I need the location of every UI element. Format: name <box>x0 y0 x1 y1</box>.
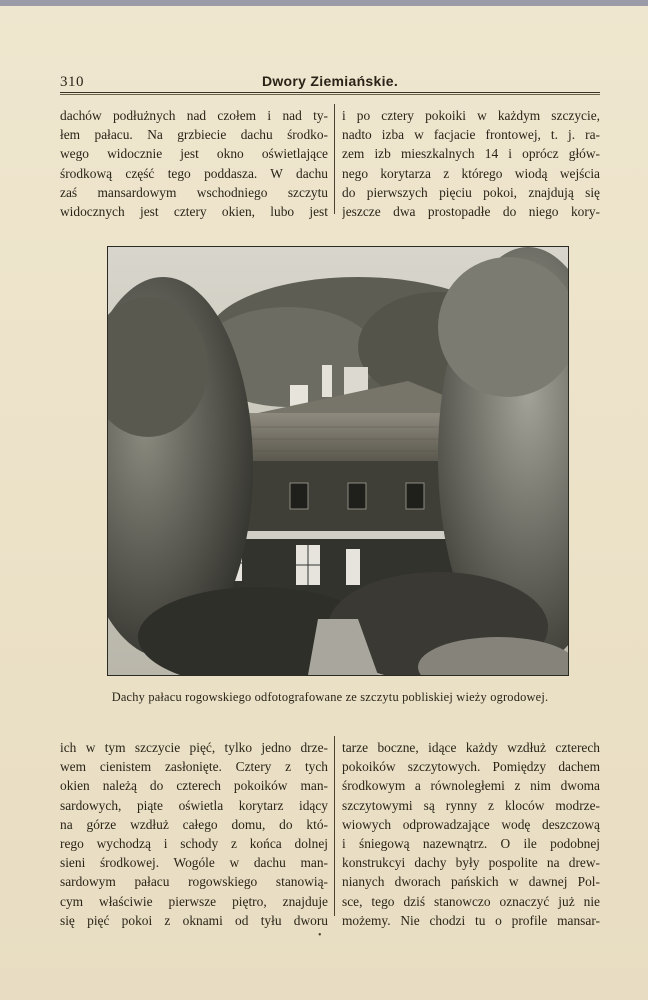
text-line: do pierwszych pięciu pokoi, znajdują się <box>342 184 600 200</box>
column-divider <box>334 736 335 916</box>
text-line: środkową część tego poddasza. W dachu <box>60 165 328 181</box>
text-line: na górze wzdłuż całego domu, do któ- <box>60 816 328 832</box>
text-line: się pięć pokoi z oknami od tyłu dworu <box>60 912 328 928</box>
bottom-right-column <box>342 738 600 930</box>
print-mark: • <box>318 930 322 941</box>
text-line: jeszcze dwa prostopadłe do niego kory- <box>342 203 600 219</box>
text-line: okien należą do czterech pokoików man- <box>60 778 328 794</box>
top-right-column <box>342 106 600 221</box>
text-line: i śniegową nazewnątrz. O ile podobnej <box>342 835 600 851</box>
text-line: łem pałacu. Na grzbiecie dachu środko- <box>60 127 328 143</box>
text-line: sce, tego dziś stanowczo oznaczyć już nie <box>342 893 600 909</box>
column-divider <box>334 104 335 214</box>
text-line: i po cztery pokoiki w każdym szczycie, <box>342 108 600 123</box>
text-line: szczytowymi są rynny z kloców modrze- <box>342 797 600 813</box>
text-line: nego korytarza z którego wiodą wejścia <box>342 165 600 181</box>
text-line: dachów podłużnych nad czołem i nad ty- <box>60 108 328 123</box>
text-line: konstrukcyi dachy były pospolite na drew- <box>342 855 600 871</box>
bottom-left-column <box>60 738 328 930</box>
text-line: tarze boczne, idące każdy wzdłuż czterech <box>342 740 600 755</box>
text-line: sieni środkowej. Wogóle w dachu man- <box>60 855 328 871</box>
page-number: 310 <box>60 74 84 90</box>
top-left-column <box>60 106 328 221</box>
text-line: widocznych jest cztery okien, lubo jest <box>60 203 328 219</box>
text-line: wem cienistem zasłonięte. Cztery z tych <box>60 759 328 775</box>
text-line: nianych dworach pańskich w dawnej Pol- <box>342 874 600 890</box>
text-line: pokoików szczytowych. Pomiędzy dachem <box>342 759 600 775</box>
text-line: sardowym pałacu rogowskiego stanowią- <box>60 874 328 890</box>
text-line: możemy. Nie chodzi tu o profile mansar- <box>342 912 600 928</box>
text-line: ich w tym szczycie pięć, tylko jedno drze- <box>60 740 328 755</box>
text-line: wego widocznie jest okno oświetlające <box>60 146 328 162</box>
text-line: zaś mansardowym wschodniego szczytu <box>60 184 328 200</box>
text-line: zem izb mieszkalnych 14 i oprócz głów- <box>342 146 600 162</box>
text-line: nadto izba w facjacie frontowej, t. j. ra- <box>342 127 600 143</box>
manor-photograph <box>107 246 569 676</box>
manor-house-image <box>108 247 568 675</box>
header-rule-thin <box>60 94 600 95</box>
text-line: środkowym a równoległemi z nim dwoma <box>342 778 600 794</box>
text-line: wiowych odprowadzające wodę deszczową <box>342 816 600 832</box>
text-line: cym właściwie pierwsze piętro, znajduje <box>60 893 328 909</box>
page-header <box>60 74 600 90</box>
running-title: Dwory Ziemiańskie. <box>261 73 399 89</box>
figure-caption: Dachy pałacu rogowskiego odfotografowane ze szczytu pobliskiej wieży ogrodowej. <box>111 690 549 704</box>
text-line: sardowych, piąte oświetla korytarz idący <box>60 797 328 813</box>
header-rule <box>60 92 600 93</box>
text-line: rego wychodzą i schody z końca dolnej <box>60 835 328 851</box>
scan-edge <box>0 0 648 6</box>
